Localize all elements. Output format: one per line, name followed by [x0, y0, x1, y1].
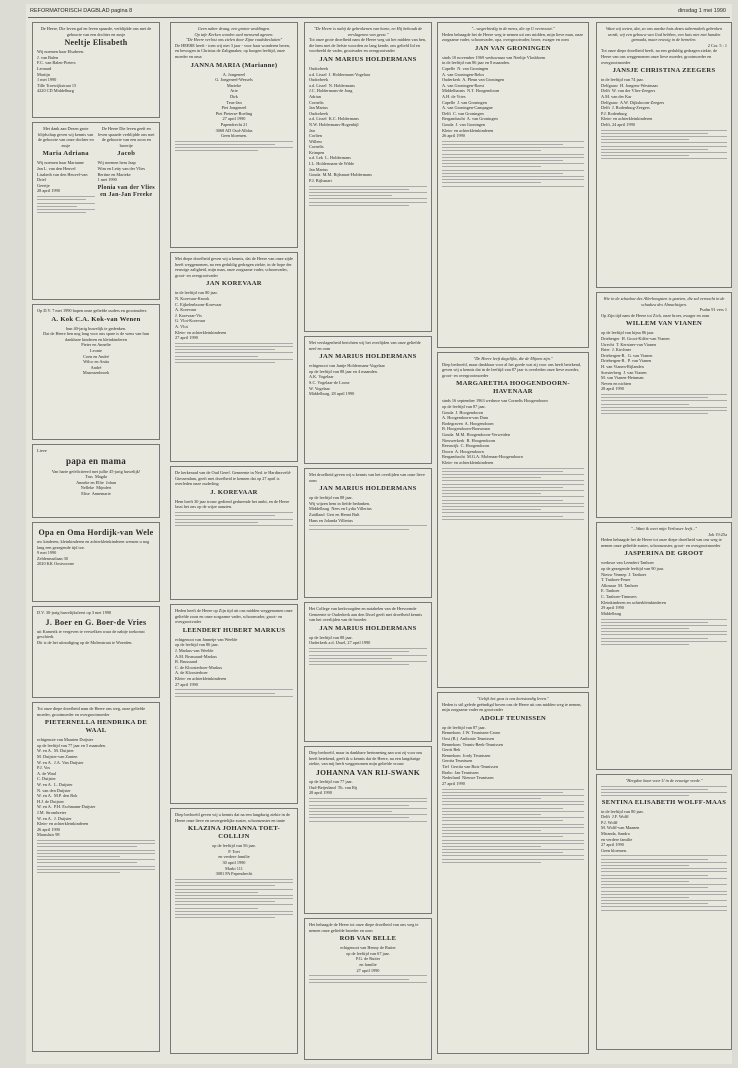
header-rule — [28, 17, 730, 18]
announcement-name: J. Boer en G. Boer-de Vries — [45, 617, 147, 627]
notice-details: sinds 16 september 1963 weduwe van Cornelis Hoogendoorn op de leeftijd van 87 jaar. Gouda J. Hoogendoorn A. Hoogendoorn-van Dam Bodegraven A. Hoogendoorn B. Hoogendoorn-Bouwman Gouda M.M. Hoogendoorn-Verweiden Nieuwerkerk R. Hoogendoorn Reeuwijk C. Hoogendoorn Doorn A. Hoogendoorn Bergambacht M.G.A. Molenaar-Hoogendoorn Klein- en achterkleinkinderen — [442, 398, 548, 465]
deceased-name: JAN VAN GRONINGEN — [475, 44, 551, 52]
anniversary-announcement — [32, 304, 160, 440]
announcement-text: Lieve — [37, 448, 47, 453]
column-5 — [596, 22, 732, 1052]
deceased-name: LEENDERT HUBERT MARKUS — [182, 626, 286, 634]
notice-text: De HEERE heeft - toen wij niet 3 jaar - voor haar wonderen heren, en bewogen in Christus de Zaligmaker, op hoogen leeftijd, onze moeder en oma — [175, 42, 292, 59]
notice-text: Met verslagenheid berichten wij het overlijden van onze geliefde neef en oom — [309, 340, 422, 351]
announcement-details: uw kinderen, kleinkinderen en achterkleinkinderen wensen u nog lang een gezegende tijd toe. 9 mei 1990 Zeldenrustlaan 30 2020 KK Oostvoorne — [37, 539, 150, 567]
masthead-left: REFORMATORISCH DAGBLAD pagina 8 — [30, 8, 133, 14]
notice-details: Hem heeft 30 jaar trouw gediend gedurende het ambt, en de Heere lasst het ons op de wijze aanzien. — [175, 498, 291, 510]
announcement-name: papa en mama — [65, 455, 127, 466]
deceased-name: JASPERINA DE GROOT — [624, 550, 704, 558]
announcement-name: Opa en Oma Hordijk-van Wele — [38, 528, 154, 537]
notice-text: Diep bedroefd, maar in dankbare herinnering aan wat zij voor ons heeft betekend, geeft ik u kennis dat de Heere, na een langdurige ziekte, van mij heeft weggenomen mijn geliefde vrouw — [309, 750, 424, 767]
notice-text: Heden behaagde het de Heere weg te nemen uit ons midden, mijn lieve man, onze zorgzame vader, schoonvader, opa, overgrootvader, broer, zwager en oom — [442, 31, 585, 43]
birth-announcement — [32, 22, 160, 118]
announcement-text: Op D.V. 7 mei 1990 hopen onze geliefde ouders en grootouders — [37, 308, 147, 313]
notice-quote: "...wegerbiedig in de mens, die op U vertrouwt." — [471, 26, 555, 31]
notice-details: in de leeftijd van 80 jaar. Delft J.F. Wolff P.J. Wolff M. Wolff-van Maanen Miranda, Sandra en verdere familie 27 april 1990 Geen bloemen. — [601, 808, 644, 853]
notice-text: Heden heeft de Heere op Zijn tijd uit ons midden weggenomen onze geliefde zoon en onze zorgzame vader, schoonvader, groot- en overgrootvader — [175, 608, 294, 625]
announcement-details: Van harte gefeliciteerd met jullie 45-jarig huwelijk! Trus Magda Anneke en Ellie Johan Nelleke Mijndert Elise Annemarie — [51, 468, 141, 496]
death-notice — [304, 22, 432, 332]
deceased-name: JAN MARIUS HOLDERMANS — [319, 624, 417, 632]
notice-details: op de leeftijd van 88 jaar. Ouderkerk a.d. IJssel, 27 april 1990 — [309, 634, 371, 646]
anniversary-announcement — [32, 444, 160, 518]
notice-quote: Wie in de schaduw des Allerhoogsten is gezeten, die zal vernacht in de schaduw des Almachtigen. — [603, 296, 726, 307]
deceased-name: JAN MARIUS HOLDERMANS — [319, 353, 417, 361]
death-notice — [596, 522, 732, 770]
death-notice — [596, 22, 732, 288]
notice-details: op de leeftijd van 87 jaar. Bennekom J.W. Teunissen-Crone Oost (B.) Anthonie Teunissen Bennekom Teunis-Beek-Teunissen Gerrit Bek Bennekom Jordy Teunissen Gerrita Teunissen Tiel Gerrita van Buis-Teunissen Brabo Jan Teunissen Nederland Nieuwe Teunissen 27 april 1990 — [442, 724, 503, 786]
notice-details: op de leeftijd van bijna 86 jaar. Drieberger H. Groot-Kiffer-van Vianen Utrecht T. Kerstner-van Vianen Brier J. Kirchner Driebergen-R. G. van Vianen Driebergen-R. P. van Vianen H. van Vianen-Rijlanden Soesterberg J. van Vianen M. van Vianen-Heinman Neven en nichten 28 april 1990 — [601, 330, 670, 392]
notice-quote: "De Heere leeft dagelijks, die de Mijnen zijn." — [473, 356, 553, 361]
death-notice — [170, 252, 298, 462]
deceased-name: ROB VAN BELLE — [339, 935, 397, 943]
deceased-name: JANNA MARIA (Marianne) — [190, 61, 278, 69]
death-notice — [170, 466, 298, 600]
notice-text: Met droefheid geven wij u kennis van het overlijden van onze lieve oom — [309, 472, 426, 483]
column-1 — [32, 22, 160, 1052]
notice-text: Het behaagde de Heere tot onze diepe droefheid van ons weg te nemen onze geliefde broeder en oom — [309, 922, 420, 933]
notice-details: op de leeftijd van 56 jaar. P. Toet en verdere familie 30 april 1990 Markt 111 3081 PA Papendrecht — [212, 843, 256, 877]
announcement-details: Wij noemen hem Jaap Wim en Letty van der Vlies Bertine en Marieke 1 mei 1990 — [97, 160, 146, 183]
death-notice — [437, 692, 589, 1054]
notice-details: echtgenoot van Jantje Holdermans-Vogelaar op de leeftijd van 88 jaar en 4 maanden. A.K. Vogelaar S.C. Vogelaar-de Loose W. Vogelaar Middelburg, 28 april 1990 — [309, 363, 385, 397]
notice-details: op de leeftijd van 77 jaar. Oud-Beijerland Th. van Rij 28 april 1990 — [309, 779, 358, 796]
announcement-text: D.V. 30-jarig huwelijksfeest op 3 mei 1990 — [37, 610, 112, 615]
deceased-name: JOHANNA VAN RIJ-SWANK — [316, 767, 420, 777]
birth-announcement-pair — [32, 122, 160, 300]
death-notice — [437, 352, 589, 688]
deceased-name: JAN KOREVAAR — [206, 280, 262, 288]
announcement-name: Neeltje Elisabeth — [64, 38, 128, 48]
page-header — [28, 6, 728, 16]
announcement-text: De Heere, Die leven gaf en leven spaarde, verblijdde ons met de geboorte van een dochter en zusje — [40, 26, 153, 37]
notice-text: Met diepe droefheid geven wij u kennis, dat de Heere van onze zijde heeft weggenomen, na een geduldig gedragen ziekte, in de hope der eeuwige zaligheid, mijn man, onze zorgzame vader, schoonvader, groot- en overgrootvader — [175, 256, 295, 278]
deceased-name: JAN MARIUS HOLDERMANS — [319, 485, 417, 493]
announcement-name: A. Kok C.A. Kok-van Wenen — [51, 315, 141, 323]
announcement-details: Wij noemen haar Elsabeen. J. van Balen F.C. van Balen-Pieters Leonard Martijn 1 mei 1990 Tille Troewijkstraat 15 4220 CD Middelburg — [37, 49, 85, 94]
deceased-name: KLAZINA JOHANNA TOET-COLLIJN — [188, 825, 280, 841]
announcement-text: De Heere Die leven geeft en leven spaarde verblijdde ons met de geboorte van een zoon en broertje — [97, 126, 156, 148]
notice-details: Oudorbeek a.d. Lissel J. Holdermans-Vogelaar Oudorbeek a.d. Lissel N. Holdermans J.C. Holdermans-de Jong Adrian Cornelis Jan Marius Oudorbeek a.d. Lissel K.C. Holdermans N.W. Holdermans-Hogenbijl Jan Corlien Willem Cornelis Krimpen a.d. Lek L. Holdermans I.L. Holdermans-de Wilde Jan Marius Gouda M.M. Bijlsmart-Holdermans P.J. Bijlsmart — [309, 65, 372, 183]
deceased-name: SENTINA ELISABETH WOLFF-MAAS — [601, 798, 727, 806]
anniversary-announcement — [32, 522, 160, 602]
death-notice — [304, 468, 432, 598]
deceased-name: ADOLF TEUNISSEN — [479, 714, 547, 722]
birth-announcement-right — [98, 126, 156, 296]
notice-details: echtgenoot van Jannetje van Weelde op de leeftijd van 86 jaar. J. Markus-van Weelde A.M. Brussaard-Markus B. Brussaard C. de Kloosterboer-Markus A. de Kloosterboer Klein- en achterkleinkinderen 27 april 1990 — [175, 636, 238, 687]
announcement-name: Maria Adriana — [42, 150, 89, 158]
notice-details: A. Jongeneel G. Jongeneel-Wessels Marieke Arie Dirk Teus-Jan Piet Jongeneel Piet Pieterse-Roeling 27 april 1990 Papendrecht 21 3068 AD Oud-Alblas Geen bloemen. — [215, 71, 253, 139]
deceased-name: JAN MARIUS HOLDERMANS — [319, 55, 417, 63]
notice-details: op de leeftijd van 88 jaar. Wij wijzen hem in liefde bedanken. Middelburg Nees en Lydia Villerius Zuidland Gert en Henni Bult Hans en Jolanda Villerius — [309, 495, 372, 523]
death-notice — [170, 604, 298, 804]
death-notice — [304, 336, 432, 464]
death-notice — [437, 22, 589, 348]
notice-text: Heden is stil gelede geëindigd boven ons de Heere uit ons midden weg te nemen, mijn zorgzame vader en grootvader — [442, 701, 583, 713]
notice-quote: "Gelijk het gras is ons kortstondig leven." — [477, 696, 549, 701]
deceased-name: WILLEM VAN VIANEN — [625, 320, 703, 328]
notice-details: in de leeftijd van 80 jaar. N. Korevaar-Knook C. Eijkelenboom-Korevaar A. Korevaar J. Korevaar-Vis G. Vlot-Korevaar A. Vlot Klein- en achterkleinkinderen 27 april 1990 — [175, 290, 227, 341]
announcement-name: Jacob — [117, 150, 136, 158]
announcement-details: uit Kamerik te vergeven te verwelken waar de nabije toekomst geschiedt. Dit is de het uitnodiging op de Molenstraat te Woerden. — [37, 628, 145, 645]
column-4 — [437, 22, 589, 1052]
notice-text: Tot onze grote droefheid nam de Heere weg uit het midden van hen, die hem met de liefste woorden zo lang kende, ons geliefd lid en voorbeeld de vader, grootvader en overgrootvader — [309, 37, 428, 54]
death-notice — [32, 702, 160, 1052]
notice-text: Tot onze diepe droefheid nam de Heere ons weg, onze geliefde moeder, grootmoeder en overgrootmoeder — [37, 706, 147, 717]
death-notice — [304, 602, 432, 742]
scripture-reference: 2 Cor. 5 : 1 — [707, 42, 727, 48]
deceased-name: PIETERNELLA HENDRIKA DE WAAL — [44, 719, 148, 735]
death-notice — [596, 292, 732, 518]
notice-quote: "De Heere is nabij de gebrokenen van harte, en Hij behoudt de verslagenen van geest." — [313, 26, 424, 37]
notice-details: in de leeftijd van 74 jaar. Delfgauw H. Jongens-Westmaas Delft W. van der Vlier-Zeegers A.M. van der Kar Delfgauw A.W. Dijkshoorn-Zeegers Delft J. Rodenburg-Zeegers P.J. Rodenburg Klein- en achterkleinkinderen Delft, 24 april 1990 — [601, 77, 665, 127]
scripture-reference: Job 19:25a — [708, 531, 727, 537]
announcement-text: Met dank aan Dezen grote blijdschap geven wij kennis van de geboorte van onze dochter en zusje — [37, 126, 95, 148]
birth-announcement-left — [37, 126, 95, 296]
deceased-name: J. KOREVAAR — [210, 488, 258, 496]
death-notice — [304, 746, 432, 914]
death-notice — [170, 22, 298, 248]
notice-text: Diep bedroefd geven wij u kennis dat na een langdurig ziekte in de Heere onze lieve en onvergetelijke zuster, schoonzuster en tante — [175, 812, 292, 823]
notice-text: De kerkeraad van de Oud Geref. Gemeente in Ned. te Hardinxveld-Giessendam, geeft met droefheid te kennen dat op 27 april is overleden onze ouderling — [175, 470, 292, 487]
notice-details: echtgenote van Maarten Duijster op de leeftijd van 77 jaar en 5 maanden. W. en A. M. Duijster M. Duijster-van Zanten W. en A. J.A. Van Duijster P.J. Vos A. de Waal C. Duijster W. en A. L. Duijster N. van den Duijster W. en A. M.P. den Bok H.J. de Duijster W. en A. P.H. Eschmann-Duijster J.M. Strombreter W. en A. J. Duijster Klein- en achterkleinkinderen 26 april 1990 Maassluis 98 — [37, 737, 106, 838]
notice-details: sinds 10 november 1969 weduwnaar van Neeltje Vlasbloem in de leeftijd van 86 jaar en 8 maanden. Capelle N. van Groningen A. van Groningen-Relos Ouderkerk A. Pleun van Groningen A. van Groningen-Roest Middelharnis N.T. Hoogendoorn A.H. de Vries Capelle J. van Groningen A. van Groningen-Campagne Delft C. van Groningen Bergambacht A. van Groningen Gouda J. van Groningen Klein- en achterkleinkinderen 26 april 1990 — [442, 54, 546, 139]
death-notice — [596, 774, 732, 1050]
notice-text: Op Zijn tijd nam de Heere tot Zich, onze broer, zwager en oom — [601, 312, 710, 318]
death-notice — [304, 918, 432, 1060]
deceased-name: MARGARETHA HOOGENDOORN-HAVENAAR — [456, 380, 570, 396]
notice-text: Heden behaagde het de Heere tot onze diepe droefheid van ons weg te nemen onze geliefde zuster, schoonzuster, groot- en overgrootmoeder — [601, 537, 723, 548]
announcement-name: Plonia van der Vlies en Jan-Jan Freeke — [97, 184, 155, 198]
notice-quote: Want wij weten, dat, zo ons aardse huis dezes tabernakels gebroken wordt, wij een gebouw van God hebben, een huis niet met handen gemaakt, maar eeuwig in de hemelen. — [605, 26, 724, 43]
notice-text: Het College van kerkvoogden en notabelen van de Hervormde Gemeente te Ouderkerk aan den IJssel geeft met droefheid kennis van het overlijden van de broeder — [309, 606, 424, 623]
notice-details: echtgenoot van Henny de Ruiter op de leeftijd van 67 jaar. P.G. de Ruiter en familie 27 april 1990 — [340, 945, 396, 973]
page-date: dinsdag 1 mei 1990 — [677, 8, 726, 14]
notice-quote: "Hergdoe haar voor U in de eeuwige vrede." — [625, 778, 703, 783]
notice-text: Tot onze diepe droefheid heeft, na een geduldig gedragen ziekte, de Heere van ons weggenomen onze lieve moeder, grootmoeder en overgrootmoeder — [601, 48, 719, 65]
notice-details: weduwe van Leendert Tanhoer op de gezegende leeftijd van 90 jaar. Nieuw Vennep J. Tanhoer T. Tanhoer-Feuer Alkmaar M. Tanhoer E. Tanhoer C. Tanhoer-Timmers Kleinkinderen en achterkleinkinderen 29 april 1990 Middelburg — [601, 560, 666, 616]
notice-quote: "...Want ik weet mijn Verlosser leeft..." — [630, 526, 698, 531]
death-notice — [170, 808, 298, 1054]
scripture-reference: Psalm 91 vers 1 — [699, 307, 727, 313]
column-3 — [304, 22, 432, 1052]
notice-text: Diep bedroefd, maar dankbaar voor al het goede wat zij voor ons heeft betekend, geven wij u kennis dat in de leeftijd van 87 jaar is overleden onze lieve moeder, groot- en overgrootmoeder — [442, 361, 583, 378]
announcement-details: Wij noemen haar Marianne Jan L. van den Heuvel Lisabeth van den Heuvel-van Driel Geertje 28 april 1990 — [37, 160, 88, 194]
anniversary-announcement — [32, 606, 160, 698]
notice-quote: Geen naber draug, een grotne weddingen. Op tafe Kerken worden uwd mensend agenen. "De Heere verlost ons zielen door Zijne raadsbesluiten" — [185, 26, 283, 43]
column-2 — [170, 22, 298, 1052]
announcement-details: hun 40-jarig huwelijk te gedenken. Dat de Heere hen nog lang voor ons spare is de wens van hun dankbare kinderen en kleinkinderen Pieter en Annelie Leonie Coen en André Wilco en Anita André Maarssenbroek — [43, 325, 149, 376]
deceased-name: JANSJE CHRISTINA ZEEGERS — [612, 67, 716, 75]
